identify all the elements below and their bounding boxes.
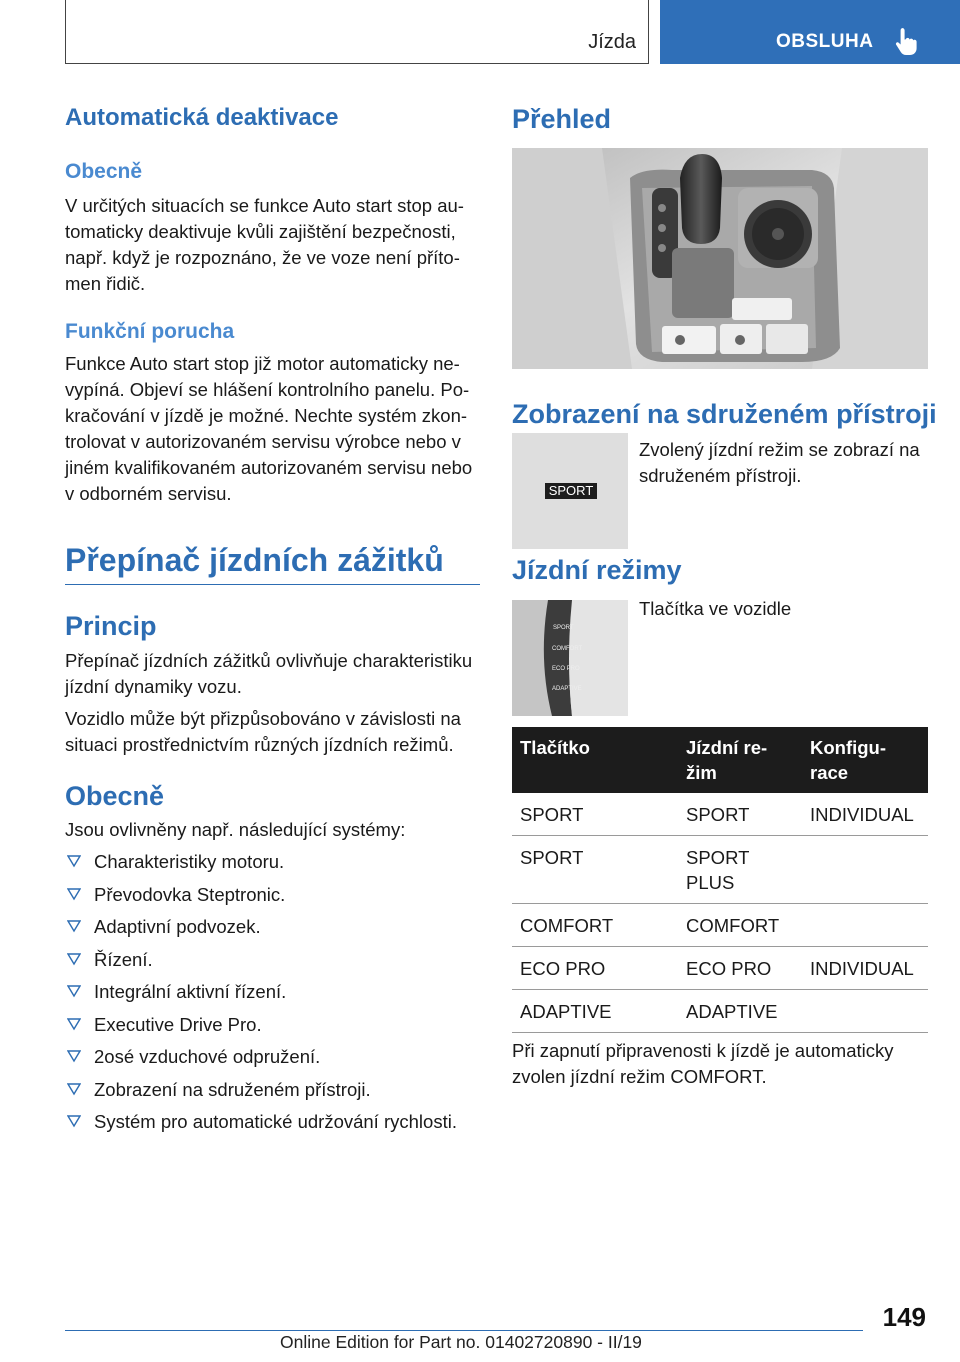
section-title-principle: Princip: [65, 611, 157, 641]
table-cell: COMFORT: [678, 904, 802, 947]
table-cell: INDIVIDUAL: [802, 947, 928, 990]
table-header-cell: Konfigu- race: [802, 727, 928, 793]
subsection-title-general: Obecně: [65, 160, 143, 183]
mode-button-comfort-label: COMFORT: [552, 646, 583, 652]
table-cell: [802, 904, 928, 947]
footer-edition-text: Online Edition for Part no. 01402720890 - II/19: [280, 1332, 642, 1352]
table-header-cell: Tlačítko: [512, 727, 678, 793]
list-item: Charakteristiky motoru.: [65, 849, 485, 882]
section-title-driving-modes: Jízdní režimy: [512, 555, 682, 585]
footer-rule: [65, 1330, 863, 1331]
table-cell: COMFORT: [512, 904, 678, 947]
paragraph-buttons-in-vehicle: Tlačítka ve vozidle: [639, 598, 792, 619]
table-cell: SPORT: [512, 836, 678, 904]
section-title-overview: Přehled: [512, 104, 612, 134]
subsection-title-fault: Funkční porucha: [65, 320, 235, 343]
triangle-bullet-icon: [67, 952, 81, 966]
cluster-display-image: [512, 433, 628, 549]
triangle-bullet-icon: [67, 1049, 81, 1063]
paragraph-general-2: Jsou ovlivněny např. následující systémy:: [65, 819, 406, 840]
mode-button-sport-label: SPORT: [553, 625, 574, 631]
table-cell: ADAPTIVE: [512, 990, 678, 1033]
paragraph-fault: Funkce Auto start stop již motor automaticky ne- vypíná. Objeví se hlášení kontrolního panelu. Po- kračování v jízdě je možné. Nechte systém zkon- trolovat v autorizovaném servisu výrobce nebo v jiném kvalifikovaném autorizovaném servisu nebo v odborném servisu.: [65, 353, 473, 504]
paragraph-general: V určitých situacích se funkce Auto start stop au- tomaticky deaktivuje kvůli zajištění bezpečnosti, např. když je rozpoznáno, že ve voze není příto- men řidič.: [65, 195, 464, 294]
list-item: Řízení.: [65, 947, 485, 980]
table-cell: ADAPTIVE: [678, 990, 802, 1033]
header-section-title: Jízda: [588, 31, 636, 53]
table-cell: SPORT: [512, 793, 678, 836]
triangle-bullet-icon: [67, 919, 81, 933]
mode-button-eco-pro-label: ECO PRO: [552, 666, 580, 672]
chapter-title-drive-switch: Přepínač jízdních zážitků: [65, 542, 444, 578]
mode-button-adaptive-label: ADAPTIVE: [552, 686, 582, 692]
list-item: Zobrazení na sdruženém přístroji.: [65, 1077, 485, 1110]
section-title-general-2: Obecně: [65, 781, 165, 811]
paragraph-principle: Přepínač jízdních zážitků ovlivňuje charakteristiku jízdní dynamiky vozu.: [65, 650, 473, 697]
list-item: 2osé vzduchové odpružení.: [65, 1044, 485, 1077]
paragraph-default-mode: Při zapnutí připravenosti k jízdě je automaticky zvolen jízdní režim COMFORT.: [512, 1040, 894, 1087]
list-item: Systém pro automatické udržování rychlosti.: [65, 1109, 485, 1142]
section-title-cluster-display: Zobrazení na sdruženém přístroji: [512, 399, 937, 429]
triangle-bullet-icon: [67, 1017, 81, 1031]
mode-buttons-illustration: [512, 600, 628, 716]
table-row: [512, 904, 928, 947]
chapter-title-underline: [65, 584, 480, 585]
list-item: Integrální aktivní řízení.: [65, 979, 485, 1012]
list-item: Executive Drive Pro.: [65, 1012, 485, 1045]
systems-list: [65, 849, 485, 1142]
list-item: Převodovka Steptronic.: [65, 882, 485, 915]
table-cell: ECO PRO: [678, 947, 802, 990]
table-row: [512, 990, 928, 1033]
hand-pointer-icon: [894, 26, 920, 56]
paragraph-cluster-display: Zvolený jízdní režim se zobrazí na sdruženém přístroji.: [639, 439, 920, 486]
table-cell: INDIVIDUAL: [802, 793, 928, 836]
header-frame: [65, 0, 649, 64]
table-cell: [802, 836, 928, 904]
table-cell: ECO PRO: [512, 947, 678, 990]
section-title-auto-deactivation: Automatická deaktivace: [65, 104, 339, 131]
triangle-bullet-icon: [67, 984, 81, 998]
table-cell: SPORT PLUS: [678, 836, 802, 904]
table-row: [512, 836, 928, 904]
sport-mode-badge: SPORT: [545, 483, 597, 499]
table-header-row: [512, 727, 928, 793]
triangle-bullet-icon: [67, 887, 81, 901]
table-cell: [802, 990, 928, 1033]
center-console-photo: [512, 148, 928, 369]
mode-buttons-photo: [512, 600, 628, 716]
page-number: 149: [882, 1302, 926, 1332]
table-header-cell: Jízdní re- žim: [678, 727, 802, 793]
table-row: [512, 793, 928, 836]
table-row: [512, 947, 928, 990]
triangle-bullet-icon: [67, 854, 81, 868]
header-chapter-tab-label: OBSLUHA: [776, 31, 874, 52]
driving-modes-table: [512, 727, 928, 1033]
paragraph-principle-2: Vozidlo může být přizpůsobováno v závislosti na situaci prostřednictvím různých jízdních režimů.: [65, 708, 461, 755]
table-cell: SPORT: [678, 793, 802, 836]
triangle-bullet-icon: [67, 1114, 81, 1128]
triangle-bullet-icon: [67, 1082, 81, 1096]
list-item: Adaptivní podvozek.: [65, 914, 485, 947]
